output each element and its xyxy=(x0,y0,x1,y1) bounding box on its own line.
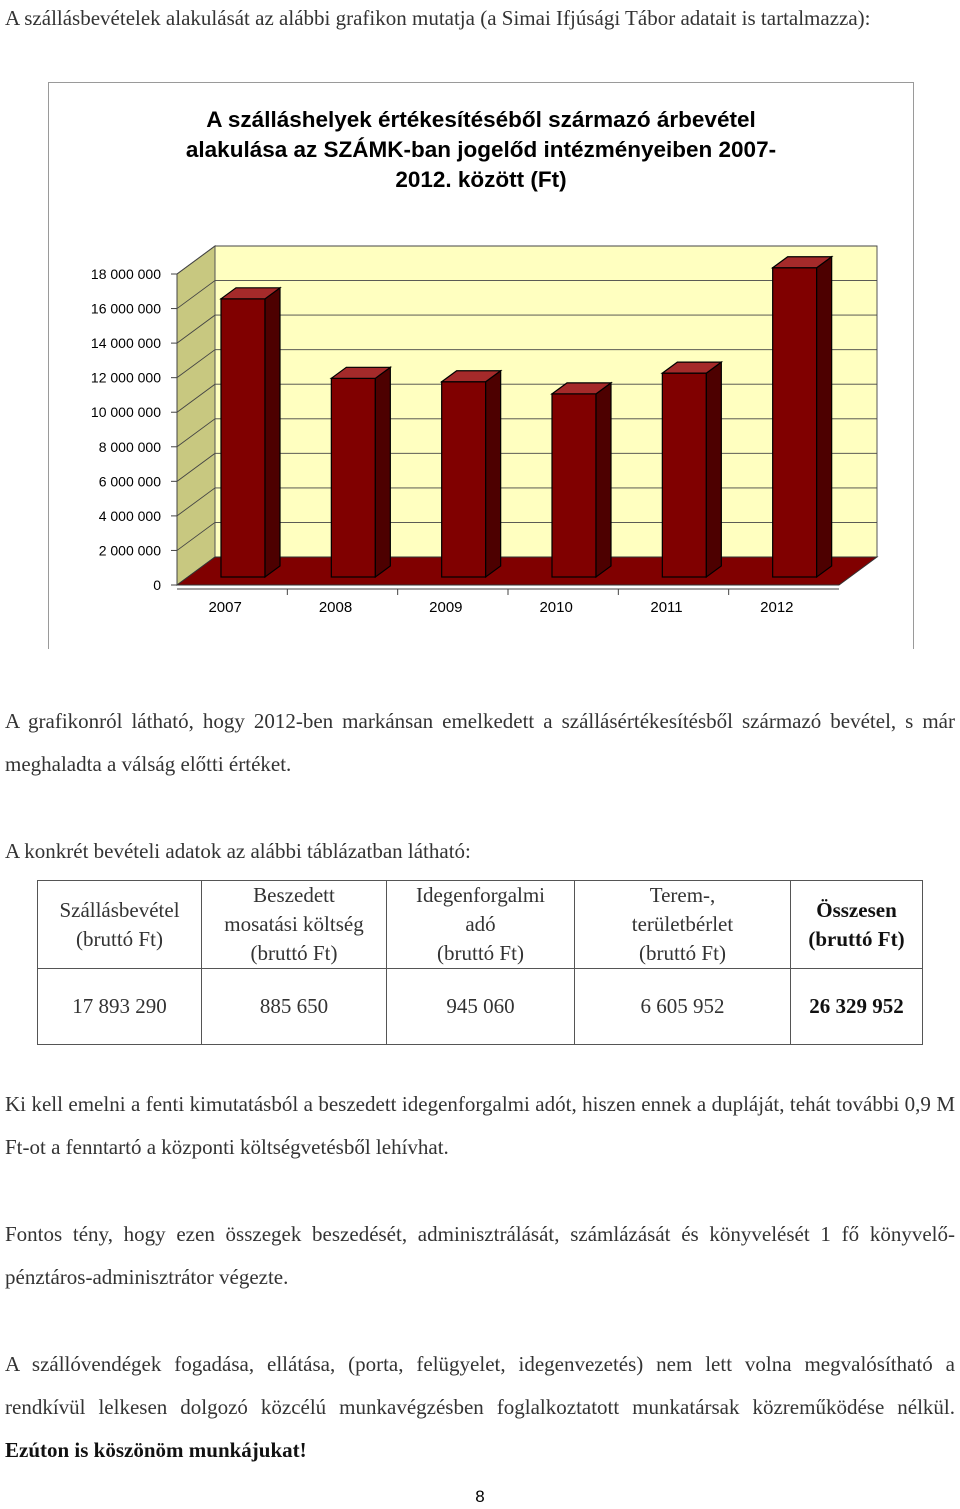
y-tick-label: 18 000 000 xyxy=(90,266,161,282)
header-line: Terem-, xyxy=(649,883,716,907)
table-row xyxy=(38,969,923,1045)
y-tick-label: 6 000 000 xyxy=(98,473,161,490)
x-tick-label: 2009 xyxy=(429,599,463,616)
bar xyxy=(331,378,375,577)
header-line: területbérlet xyxy=(631,912,734,936)
header-line: Szállásbevétel xyxy=(59,897,180,922)
header-line: (bruttó Ft) xyxy=(250,941,338,965)
x-tick-label: 2010 xyxy=(539,599,573,616)
header-line: mosatási költség xyxy=(224,912,364,936)
bar xyxy=(773,268,817,577)
header-line: adó xyxy=(465,912,496,936)
chart-title-line: 2012. között (Ft) xyxy=(395,167,567,192)
chart-title xyxy=(49,105,913,195)
bar xyxy=(662,373,706,577)
bar-side xyxy=(817,257,832,577)
header-line: Összesen xyxy=(816,897,897,922)
header-line: (bruttó Ft) xyxy=(76,926,163,951)
header-cell xyxy=(38,881,202,969)
header-line: (bruttó Ft) xyxy=(808,926,905,951)
y-tick-label: 14 000 000 xyxy=(90,335,161,352)
thanks-text: A szállóvendégek fogadása, ellátása, (porta, felügyelet, idegenvezetés) nem lett volna megvalósítható a rendkívül lelkesen dolgozó közcélú munkavégzésben foglalkoztatott munkatársak közreműködése nélkül. xyxy=(5,1352,955,1419)
y-tick-label: 4 000 000 xyxy=(98,507,161,524)
header-cell xyxy=(791,881,923,969)
revenue-chart xyxy=(48,82,914,649)
intro-text: A szállásbevételek alakulását az alábbi grafikon mutatja (a Simai Ifjúsági Tábor adatait is tartalmazza): xyxy=(5,6,871,30)
thanks-bold-text: Ezúton is köszönöm munkájukat! xyxy=(5,1438,307,1462)
chart-side-wall xyxy=(177,246,215,585)
header-line: (bruttó Ft) xyxy=(437,941,524,965)
y-tick-label: 16 000 000 xyxy=(90,300,161,317)
x-tick-label: 2012 xyxy=(760,599,794,616)
header-cell xyxy=(387,881,575,969)
x-tick-label: 2011 xyxy=(650,599,683,616)
bar xyxy=(552,394,596,577)
bar-side xyxy=(486,371,501,577)
header-cell xyxy=(575,881,791,969)
table-header-row xyxy=(38,881,923,969)
y-tick-label: 12 000 000 xyxy=(90,369,161,386)
header-cell xyxy=(202,881,387,969)
table-cell: 17 893 290 xyxy=(38,969,202,1045)
header-line: (bruttó Ft) xyxy=(639,941,726,965)
bar-side xyxy=(265,288,280,577)
y-tick-label: 10 000 000 xyxy=(90,404,161,421)
chart-title-line: alakulása az SZÁMK-ban jogelőd intézményeiben 2007- xyxy=(185,137,777,162)
paragraph-staff-note: Fontos tény, hogy ezen összegek beszedését, adminisztrálását, számlázását és könyvelését 1 fő könyvelő-pénztáros-adminisztrátor végezte. xyxy=(5,1222,955,1289)
x-tick-label: 2007 xyxy=(208,599,242,616)
page-number: 8 xyxy=(475,1487,485,1506)
bar xyxy=(221,299,265,577)
x-tick-label: 2008 xyxy=(318,599,353,616)
y-tick-label: 8 000 000 xyxy=(98,438,161,455)
y-tick-label: 2 000 000 xyxy=(98,542,161,559)
bar xyxy=(442,382,486,577)
revenue-table xyxy=(37,880,923,1045)
bar-side xyxy=(375,367,390,577)
bar-side xyxy=(596,383,611,577)
bar-side xyxy=(706,362,721,577)
table-cell: 885 650 xyxy=(202,969,387,1045)
y-tick-label: 0 xyxy=(153,577,161,593)
paragraph-tax-note: Ki kell emelni a fenti kimutatásból a beszedett idegenforgalmi adót, hiszen ennek a dupláját, tehát további 0,9 M Ft-ot a fenntartó a központi költségvetésből lehívhat. xyxy=(5,1092,955,1159)
chart-floor xyxy=(177,557,877,585)
header-line: Idegenforgalmi xyxy=(415,883,546,907)
table-cell: 945 060 xyxy=(387,969,575,1045)
table-cell: 6 605 952 xyxy=(575,969,791,1045)
paragraph-table-intro: A konkrét bevételi adatok az alábbi táblázatban látható: xyxy=(5,839,471,863)
header-line: Beszedett xyxy=(253,883,335,907)
table-cell-total: 26 329 952 xyxy=(791,969,923,1045)
paragraph-chart-summary: A grafikonról látható, hogy 2012-ben markánsan emelkedett a szállásértékesítésből származó bevétel, s már meghaladta a válság előtti értéket. xyxy=(5,709,955,776)
paragraph-thanks xyxy=(5,1343,955,1472)
chart-title-line: A szálláshelyek értékesítéséből származó árbevétel xyxy=(206,107,756,132)
